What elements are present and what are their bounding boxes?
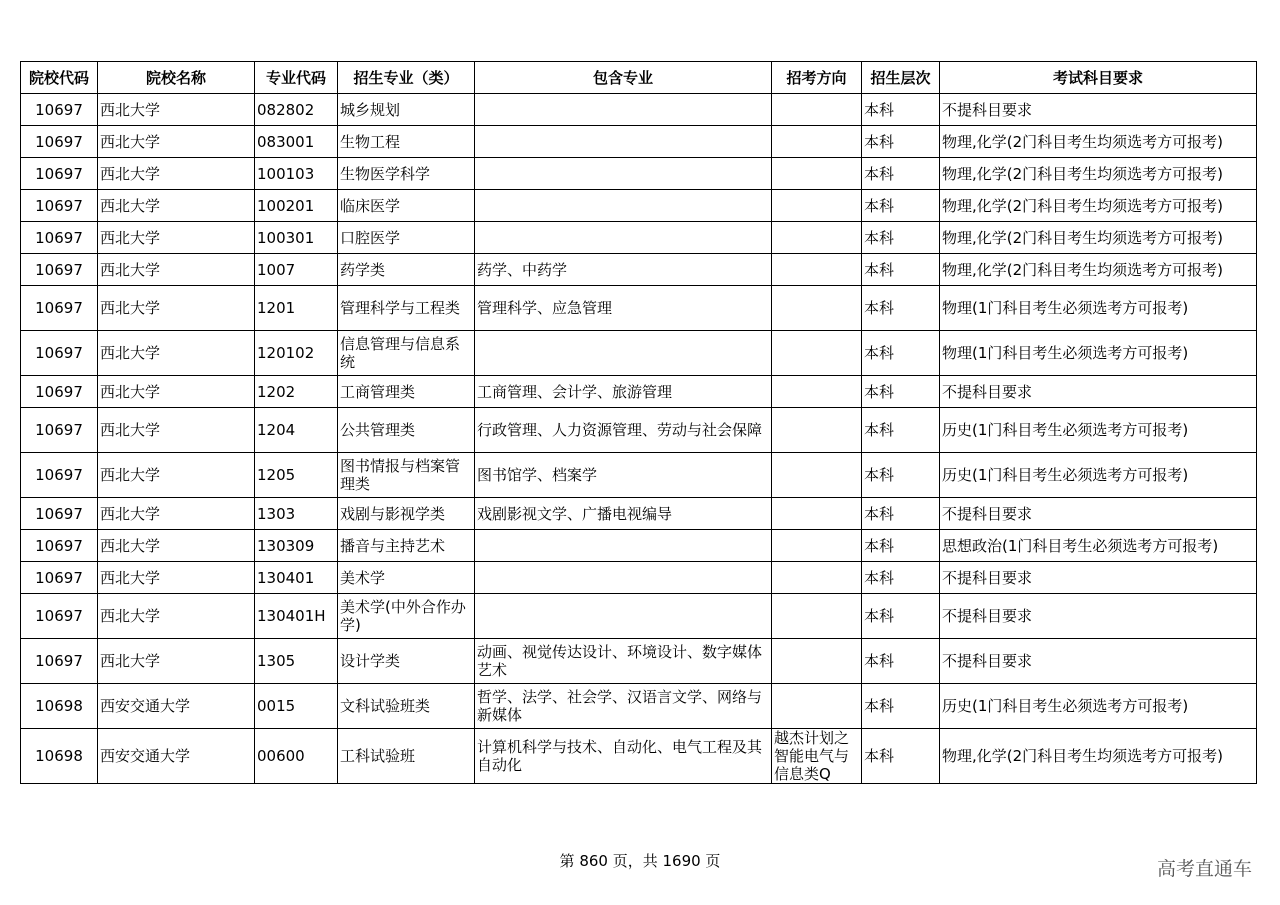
included-majors-cell: 动画、视觉传达设计、环境设计、数字媒体艺术 — [475, 639, 772, 684]
direction-cell — [772, 498, 862, 530]
subject-requirement-cell: 不提科目要求 — [940, 498, 1257, 530]
table-row — [21, 222, 1257, 254]
major-code-cell: 1305 — [255, 639, 338, 684]
school-name-cell: 西北大学 — [98, 286, 255, 331]
included-majors-cell — [475, 126, 772, 158]
subject-requirement-cell: 不提科目要求 — [940, 562, 1257, 594]
included-majors-cell — [475, 562, 772, 594]
major-code-cell: 100103 — [255, 158, 338, 190]
table-row — [21, 376, 1257, 408]
school-name-cell: 西北大学 — [98, 158, 255, 190]
school-name-cell: 西北大学 — [98, 498, 255, 530]
school-name-cell: 西北大学 — [98, 639, 255, 684]
level-cell: 本科 — [862, 729, 940, 784]
level-cell: 本科 — [862, 126, 940, 158]
included-majors-cell — [475, 594, 772, 639]
school-code-cell: 10698 — [21, 684, 98, 729]
major-name-cell: 生物工程 — [338, 126, 475, 158]
table-row — [21, 94, 1257, 126]
table-row — [21, 126, 1257, 158]
subject-requirement-cell: 不提科目要求 — [940, 94, 1257, 126]
school-name-cell: 西北大学 — [98, 594, 255, 639]
major-code-cell: 1201 — [255, 286, 338, 331]
major-name-cell: 生物医学科学 — [338, 158, 475, 190]
included-majors-cell: 管理科学、应急管理 — [475, 286, 772, 331]
school-code-cell: 10698 — [21, 729, 98, 784]
included-majors-cell: 图书馆学、档案学 — [475, 453, 772, 498]
direction-cell — [772, 562, 862, 594]
level-cell: 本科 — [862, 158, 940, 190]
column-header: 院校代码 — [21, 62, 98, 94]
direction-cell — [772, 331, 862, 376]
subject-requirement-cell: 不提科目要求 — [940, 639, 1257, 684]
level-cell: 本科 — [862, 639, 940, 684]
major-code-cell: 082802 — [255, 94, 338, 126]
school-code-cell: 10697 — [21, 190, 98, 222]
subject-requirement-cell: 不提科目要求 — [940, 376, 1257, 408]
column-header: 考试科目要求 — [940, 62, 1257, 94]
subject-requirement-cell: 物理,化学(2门科目考生均须选考方可报考) — [940, 222, 1257, 254]
school-name-cell: 西北大学 — [98, 126, 255, 158]
included-majors-cell — [475, 94, 772, 126]
table-row — [21, 254, 1257, 286]
school-code-cell: 10697 — [21, 126, 98, 158]
included-majors-cell — [475, 222, 772, 254]
included-majors-cell — [475, 190, 772, 222]
major-name-cell: 图书情报与档案管理类 — [338, 453, 475, 498]
included-majors-cell — [475, 331, 772, 376]
school-code-cell: 10697 — [21, 254, 98, 286]
major-name-cell: 信息管理与信息系统 — [338, 331, 475, 376]
school-code-cell: 10697 — [21, 286, 98, 331]
school-name-cell: 西北大学 — [98, 254, 255, 286]
school-name-cell: 西北大学 — [98, 376, 255, 408]
table-row — [21, 190, 1257, 222]
major-name-cell: 设计学类 — [338, 639, 475, 684]
level-cell: 本科 — [862, 684, 940, 729]
school-code-cell: 10697 — [21, 453, 98, 498]
major-name-cell: 工科试验班 — [338, 729, 475, 784]
major-name-cell: 文科试验班类 — [338, 684, 475, 729]
major-code-cell: 100201 — [255, 190, 338, 222]
column-header: 招考方向 — [772, 62, 862, 94]
major-code-cell: 1007 — [255, 254, 338, 286]
included-majors-cell: 药学、中药学 — [475, 254, 772, 286]
major-code-cell: 00600 — [255, 729, 338, 784]
school-name-cell: 西安交通大学 — [98, 729, 255, 784]
school-name-cell: 西北大学 — [98, 530, 255, 562]
major-code-cell: 1303 — [255, 498, 338, 530]
table-row — [21, 408, 1257, 453]
table-row — [21, 331, 1257, 376]
subject-requirement-cell: 历史(1门科目考生必须选考方可报考) — [940, 684, 1257, 729]
level-cell: 本科 — [862, 331, 940, 376]
direction-cell — [772, 376, 862, 408]
table-row — [21, 639, 1257, 684]
direction-cell — [772, 453, 862, 498]
column-header: 院校名称 — [98, 62, 255, 94]
subject-requirement-cell: 物理,化学(2门科目考生均须选考方可报考) — [940, 126, 1257, 158]
included-majors-cell — [475, 158, 772, 190]
major-code-cell: 130309 — [255, 530, 338, 562]
table-row — [21, 158, 1257, 190]
major-code-cell: 100301 — [255, 222, 338, 254]
subject-requirement-cell: 物理(1门科目考生必须选考方可报考) — [940, 331, 1257, 376]
page-footer: 第 860 页，共 1690 页 — [559, 852, 721, 870]
subject-requirement-cell: 物理,化学(2门科目考生均须选考方可报考) — [940, 729, 1257, 784]
major-code-cell: 1202 — [255, 376, 338, 408]
direction-cell — [772, 222, 862, 254]
direction-cell — [772, 286, 862, 331]
school-name-cell: 西北大学 — [98, 190, 255, 222]
school-name-cell: 西北大学 — [98, 222, 255, 254]
subject-requirement-cell: 物理,化学(2门科目考生均须选考方可报考) — [940, 254, 1257, 286]
level-cell: 本科 — [862, 286, 940, 331]
school-name-cell: 西北大学 — [98, 331, 255, 376]
direction-cell — [772, 190, 862, 222]
table-row — [21, 530, 1257, 562]
school-name-cell: 西北大学 — [98, 408, 255, 453]
subject-requirement-cell: 历史(1门科目考生必须选考方可报考) — [940, 453, 1257, 498]
school-name-cell: 西安交通大学 — [98, 684, 255, 729]
table-row — [21, 286, 1257, 331]
major-code-cell: 1205 — [255, 453, 338, 498]
included-majors-cell — [475, 530, 772, 562]
table-row — [21, 684, 1257, 729]
level-cell: 本科 — [862, 222, 940, 254]
major-name-cell: 工商管理类 — [338, 376, 475, 408]
school-code-cell: 10697 — [21, 94, 98, 126]
level-cell: 本科 — [862, 498, 940, 530]
column-header: 招生层次 — [862, 62, 940, 94]
major-name-cell: 播音与主持艺术 — [338, 530, 475, 562]
subject-requirement-cell: 物理(1门科目考生必须选考方可报考) — [940, 286, 1257, 331]
level-cell: 本科 — [862, 562, 940, 594]
included-majors-cell: 行政管理、人力资源管理、劳动与社会保障 — [475, 408, 772, 453]
major-code-cell: 130401H — [255, 594, 338, 639]
major-name-cell: 公共管理类 — [338, 408, 475, 453]
school-code-cell: 10697 — [21, 376, 98, 408]
major-name-cell: 戏剧与影视学类 — [338, 498, 475, 530]
direction-cell — [772, 530, 862, 562]
direction-cell — [772, 639, 862, 684]
admissions-table — [20, 61, 1257, 784]
major-name-cell: 城乡规划 — [338, 94, 475, 126]
major-name-cell: 美术学(中外合作办学) — [338, 594, 475, 639]
direction-cell — [772, 94, 862, 126]
subject-requirement-cell: 物理,化学(2门科目考生均须选考方可报考) — [940, 190, 1257, 222]
subject-requirement-cell: 思想政治(1门科目考生必须选考方可报考) — [940, 530, 1257, 562]
subject-requirement-cell: 不提科目要求 — [940, 594, 1257, 639]
level-cell: 本科 — [862, 94, 940, 126]
subject-requirement-cell: 历史(1门科目考生必须选考方可报考) — [940, 408, 1257, 453]
major-name-cell: 口腔医学 — [338, 222, 475, 254]
level-cell: 本科 — [862, 190, 940, 222]
table-row — [21, 453, 1257, 498]
direction-cell — [772, 126, 862, 158]
major-name-cell: 管理科学与工程类 — [338, 286, 475, 331]
direction-cell — [772, 594, 862, 639]
table-row — [21, 594, 1257, 639]
major-code-cell: 083001 — [255, 126, 338, 158]
level-cell: 本科 — [862, 376, 940, 408]
school-code-cell: 10697 — [21, 530, 98, 562]
school-code-cell: 10697 — [21, 222, 98, 254]
major-code-cell: 130401 — [255, 562, 338, 594]
included-majors-cell: 哲学、法学、社会学、汉语言文学、网络与新媒体 — [475, 684, 772, 729]
column-header: 专业代码 — [255, 62, 338, 94]
direction-cell — [772, 254, 862, 286]
level-cell: 本科 — [862, 530, 940, 562]
level-cell: 本科 — [862, 594, 940, 639]
direction-cell — [772, 158, 862, 190]
major-name-cell: 临床医学 — [338, 190, 475, 222]
direction-cell — [772, 684, 862, 729]
subject-requirement-cell: 物理,化学(2门科目考生均须选考方可报考) — [940, 158, 1257, 190]
included-majors-cell: 工商管理、会计学、旅游管理 — [475, 376, 772, 408]
school-code-cell: 10697 — [21, 408, 98, 453]
table-row — [21, 729, 1257, 784]
table-row — [21, 498, 1257, 530]
school-name-cell: 西北大学 — [98, 562, 255, 594]
column-header: 包含专业 — [475, 62, 772, 94]
direction-cell: 越杰计划之智能电气与信息类Q — [772, 729, 862, 784]
school-name-cell: 西北大学 — [98, 453, 255, 498]
school-code-cell: 10697 — [21, 331, 98, 376]
school-code-cell: 10697 — [21, 639, 98, 684]
major-code-cell: 1204 — [255, 408, 338, 453]
major-name-cell: 药学类 — [338, 254, 475, 286]
level-cell: 本科 — [862, 408, 940, 453]
direction-cell — [772, 408, 862, 453]
major-code-cell: 0015 — [255, 684, 338, 729]
school-code-cell: 10697 — [21, 498, 98, 530]
major-code-cell: 120102 — [255, 331, 338, 376]
school-code-cell: 10697 — [21, 158, 98, 190]
major-name-cell: 美术学 — [338, 562, 475, 594]
header-row — [21, 62, 1257, 94]
column-header: 招生专业（类） — [338, 62, 475, 94]
school-code-cell: 10697 — [21, 594, 98, 639]
level-cell: 本科 — [862, 453, 940, 498]
school-code-cell: 10697 — [21, 562, 98, 594]
school-name-cell: 西北大学 — [98, 94, 255, 126]
watermark: 高考直通车 — [1156, 858, 1252, 880]
included-majors-cell: 计算机科学与技术、自动化、电气工程及其自动化 — [475, 729, 772, 784]
table-row — [21, 562, 1257, 594]
included-majors-cell: 戏剧影视文学、广播电视编导 — [475, 498, 772, 530]
level-cell: 本科 — [862, 254, 940, 286]
